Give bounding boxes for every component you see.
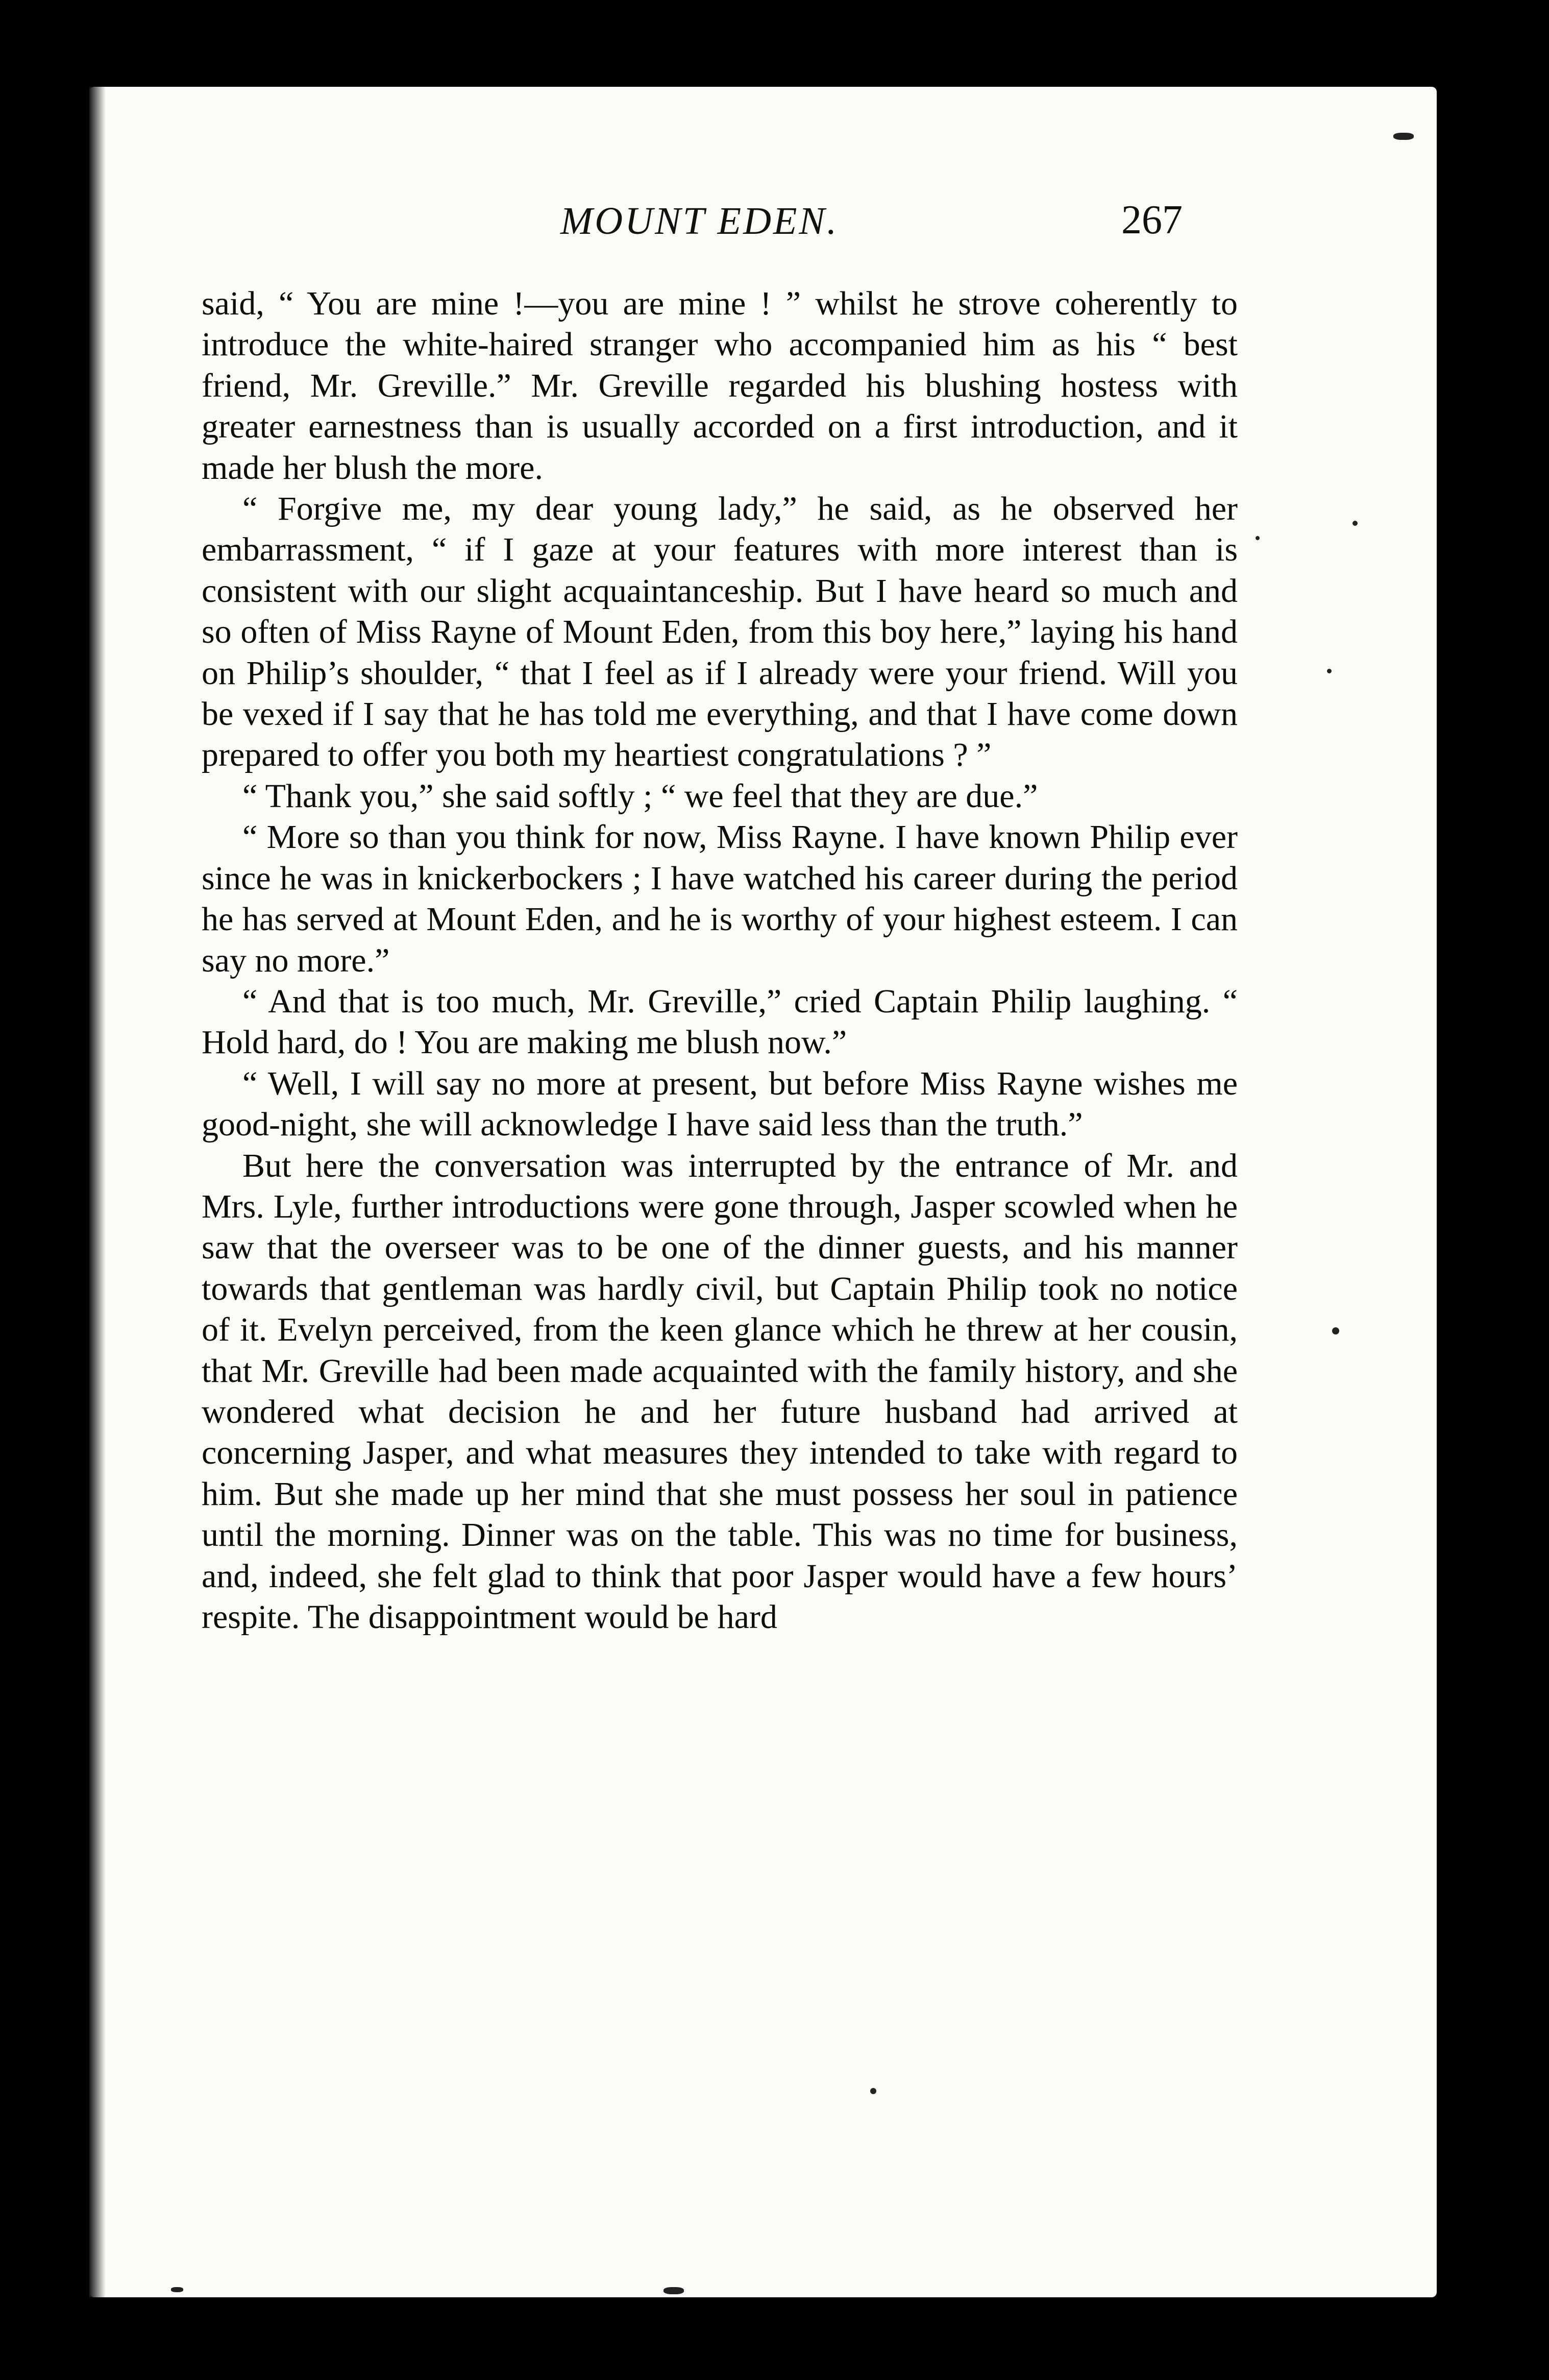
scan-speck <box>1332 1327 1339 1334</box>
paragraph: But here the conversation was interrupted by the entrance of Mr. and Mrs. Lyle, further introductions were gone through, Jasper scowled when he saw that the overseer was to be one of the dinner guests, and his manner towards that gentleman was hardly civil, but Captain Philip took no notice of it. Evelyn perceived, from the keen glance which he threw at her cousin, that Mr. Greville had been made acquainted with the family history, and she wondered what decision he and her future husband had arrived at concerning Jasper, and what measures they intended to take with regard to him. But she made up her mind that she must possess her soul in patience until the morning. Dinner was on the table. This was no time for business, and, indeed, she felt glad to think that poor Jasper would have a few hours’ respite. The disappointment would be hard <box>202 1147 1238 1636</box>
scan-speck <box>663 2287 684 2294</box>
paragraph: “ More so than you think for now, Miss Rayne. I have known Philip ever since he was in knickerbockers ; I have watched his career during the period he has served at Mount Eden, and he is worthy of your highest esteem. I can say no more.” <box>202 818 1238 979</box>
page-number: 267 <box>1121 198 1183 242</box>
scan-speck <box>1393 133 1414 140</box>
scan-speck <box>1256 536 1260 540</box>
page-edge-shadow <box>89 87 106 2297</box>
running-title: MOUNT EDEN. <box>560 200 839 242</box>
body-text <box>202 283 1238 1638</box>
paragraph: said, “ You are mine !—you are mine ! ” whilst he strove coherently to introduce the white-haired stranger who accompanied him as his “ best friend, Mr. Greville.” Mr. Greville regarded his blushing hostess with greater earnestness than is usually accorded on a first introduction, and it made her blush the more. <box>202 285 1238 487</box>
page-header <box>89 194 1437 255</box>
scan-speck <box>1327 669 1332 673</box>
paragraph: “ Thank you,” she said softly ; “ we feel that they are due.” <box>242 777 1038 815</box>
scan-speck <box>171 2287 183 2292</box>
scan-speck <box>870 2088 876 2094</box>
paragraph: “ Well, I will say no more at present, but before Miss Rayne wishes me good-night, she will acknowledge I have said less than the truth.” <box>202 1064 1238 1144</box>
paragraph: “ Forgive me, my dear young lady,” he said, as he observed her embarrassment, “ if I gaze at your features with more interest than is consistent with our slight acquaintanceship. But I have heard so much and so often of Miss Rayne of Mount Eden, from this boy here,” laying his hand on Philip’s shoulder, “ that I feel as if I already were your friend. Will you be vexed if I say that he has told me everything, and that I have come down prepared to offer you both my heartiest congratulations ? ” <box>202 490 1238 774</box>
scan-speck <box>1353 521 1358 526</box>
paragraph: “ And that is too much, Mr. Greville,” cried Captain Philip laughing. “ Hold hard, do ! You are making me blush now.” <box>202 982 1238 1061</box>
